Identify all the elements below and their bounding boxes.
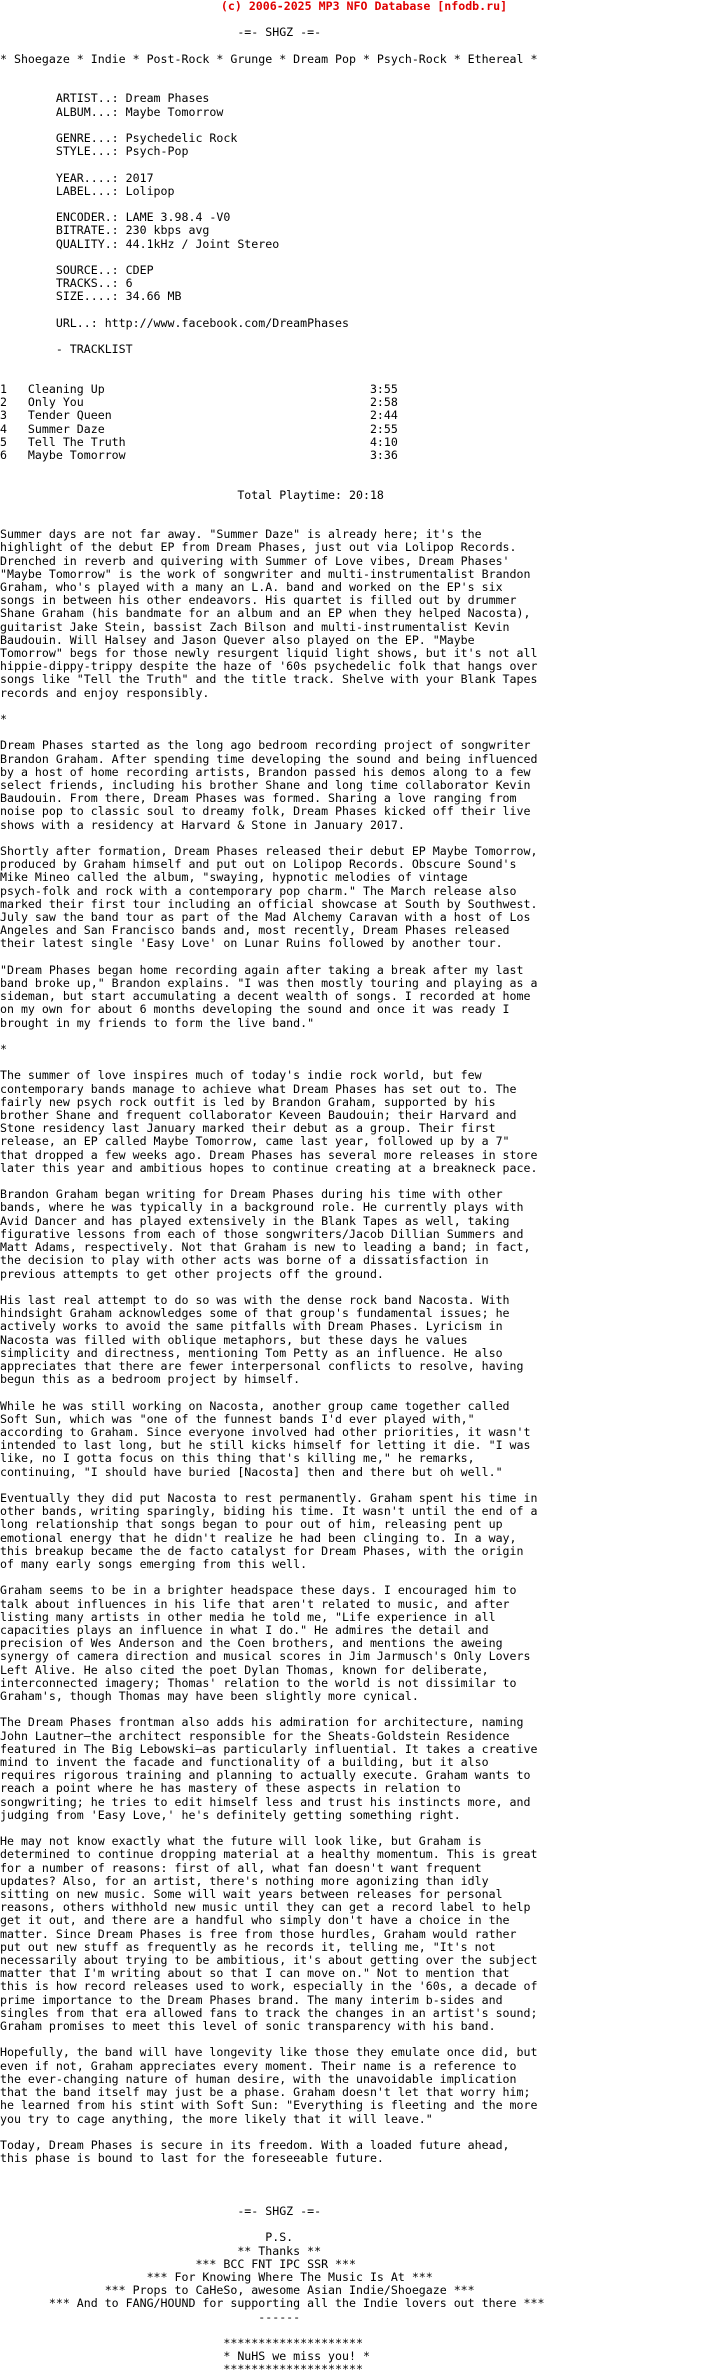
copyright-banner: (c) 2006-2025 MP3 NFO Database [nfodb.ru]	[220, 0, 508, 13]
nfo-body: -=- SHGZ -=- * Shoegaze * Indie * Post-Rock * Grunge * Dream Pop * Psych-Rock * Ethereal * ARTIST..: Dream Phases ALBUM...: Maybe Tomorrow GENRE...: Psychedelic Rock STYLE...: Psych-Pop YEAR....: 2017 LABEL...: Lolipop ENCODER.: LAME 3.98.4 -V0 BITRATE.: 230 kbps avg QUALITY.: 44.1kHz / Joint Stereo SOURCE..: CDEP TRACKS..: 6 SIZE....: 34.66 MB URL..: http://www.facebook.com/DreamPhases - TRACKLIST 1 Cleaning Up 3:55 2 Only You 2:58 3 Tender Queen 2:44 4 Summer Daze 2:55 5 Tell The Truth 4:10 6 Maybe Tomorrow 3:36 Total Playtime: 20:18 Summer days are not far away. "Summer Daze" is already here; it's the highlight of the debut EP from Dream Phases, just out via Lolipop Records. Drenched in reverb and quivering with Summer of Love vibes, Dream Phases' "Maybe Tomorrow" is the work of songwriter and multi-instrumentalist Brandon Graham, who's played with a many an L.A. band and worked on the EP's six songs in between his other endeavors. His quartet is filled out by drummer Shane Graham (his bandmate for an album and an EP when they helped Nacosta), guitarist Jake Stein, bassist Zach Bilson and multi-instrumentalist Kevin Baudouin. Will Halsey and Jason Quever also played on the EP. "Maybe Tomorrow" begs for those newly resurgent liquid light shows, but it's not all hippie-dippy-trippy despite the haze of '60s psychedelic folk that hangs over songs like "Tell the Truth" and the title track. Shelve with your Blank Tapes records and enjoy responsibly. * Dream Phases started as the long ago bedroom recording project of songwriter Brandon Graham. After spending time developing the sound and being influenced by a host of home recording artists, Brandon passed his demos along to a few select friends, including his brother Shane and long time collaborator Kevin Baudouin. From there, Dream Phases was formed. Sharing a love ranging from noise pop to classic soul to dreamy folk, Dream Phases kicked off their live shows with a residency at Harvard & Stone in January 2017. Shortly after formation, Dream Phases released their debut EP Maybe Tomorrow, produced by Graham himself and put out on Lolipop Records. Obscure Sound's Mike Mineo called the album, "swaying, hypnotic melodies of vintage psych-folk and rock with a contemporary pop charm." The March release also marked their first tour including an official showcase at South by Southwest. July saw the band tour as part of the Mad Alchemy Caravan with a host of Los Angeles and San Francisco bands and, most recently, Dream Phases released their latest single 'Easy Love' on Lunar Ruins followed by another tour. "Dream Phases began home recording again after taking a break after my last band broke up," Brandon explains. "I was then mostly touring and playing as a sideman, but start accumulating a decent wealth of songs. I recorded at home on my own for about 6 months developing the sound and once it was ready I brought in my friends to form the live band." * The summer of love inspires much of today's indie rock world, but few contemporary bands manage to achieve what Dream Phases has set out to. The fairly new psych rock outfit is led by Brandon Graham, supported by his brother Shane and frequent collaborator Keveen Baudouin; their Harvard and Stone residency last January marked their debut as a group. Their first release, an EP called Maybe Tomorrow, came last year, followed up by a 7" that dropped a few weeks ago. Dream Phases has several more releases in store later this year and ambitious hopes to continue creating at a breakneck pace. Brandon Graham began writing for Dream Phases during his time with other bands, where he was typically in a background role. He currently plays with Avid Dancer and has played extensively in the Blank Tapes as well, taking figurative lessons from each of those songwriters/Jacob Dillian Summers and Matt Adams, respectively. Not that Graham is new to leading a band; in fact, the decision to play with other acts was borne of a dissatisfaction in previous attempts to get other projects off the ground. His last real attempt to do so was with the dense rock band Nacosta. With hindsight Graham acknowledges some of that group's fundamental issues; he actively works to avoid the same pitfalls with Dream Phases. Lyricism in Nacosta was filled with oblique metaphors, but these days he values simplicity and directness, mentioning Tom Petty as an influence. He also appreciates that there are fewer interpersonal conflicts to resolve, having begun this as a bedroom project by himself. While he was still working on Nacosta, another group came together called Soft Sun, which was "one of the funnest bands I'd ever played with," according to Graham. Since everyone involved had other priorities, it wasn't intended to last long, but he still kicks himself for letting it die. "I was like, no I gotta focus on this thing that's killing me," he remarks, continuing, "I should have buried [Nacosta] then and there but oh well." Eventually they did put Nacosta to rest permanently. Graham spent his time in other bands, writing sparingly, biding his time. It wasn't until the end of a long relationship that songs began to pour out of him, releasing pent up emotional energy that he didn't realize he had been clinging to. In a way, this breakup became the de facto catalyst for Dream Phases, with the origin of many early songs emerging from this well. Graham seems to be in a brighter headspace these days. I encouraged him to talk about influences in his life that aren't related to music, and after listing many artists in other media he told me, "Life experience in all capacities plays an influence in what I do." He admires the detail and precision of Wes Anderson and the Coen brothers, and mentions the aweing synergy of camera direction and musical scores in Jim Jarmusch's Only Lovers Left Alive. He also cited the poet Dylan Thomas, known for deliberate, interconnected imagery; Thomas' relation to the world is not dissimilar to Graham's, though Thomas may have been slightly more cynical. The Dream Phases frontman also adds his admiration for architecture, naming John Lautner—the architect responsible for the Sheats-Goldstein Residence featured in The Big Lebowski—as particularly influential. It takes a creative mind to invent the facade and functionality of a building, but it also requires rigorous training and planning to actually execute. Graham wants to reach a point where he has mastery of these aspects in relation to songwriting; he tries to edit himself less and trust his instincts more, and judging from 'Easy Love,' he's definitely getting something right. He may not know exactly what the future will look like, but Graham is determined to continue dropping material at a healthy momentum. This is great for a number of reasons: first of all, what fan doesn't want frequent updates? Also, for an artist, there's nothing more agonizing than idly sitting on new music. Some will wait years between releases for personal reasons, others withhold new music until they can get a record label to help get it out, and there are a handful who simply don't have a choice in the matter. Since Dream Phases is free from those hurdles, Graham would rather put out new stuff as frequently as he records it, telling me, "It's not necessarily about trying to be ambitious, it's about getting over the subject matter that I'm writing about so that I can move on." Not to mention that this is how record releases used to work, especially in the '60s, a decade of prime importance to the Dream Phases brand. The many interim b-sides and singles from that era allowed fans to track the changes in an artist's sound; Graham promises to meet this level of sonic transparency with his band. Hopefully, the band will have longevity like those they emulate once did, but even if not, Graham appreciates every moment. Their name is a reference to the ever-changing nature of human desire, with the unavoidable implication that the band itself may just be a phase. Graham doesn't let that worry him; he learned from his stint with Soft Sun: "Everything is fleeting and the more you try to cage anything, the more likely that it will leave." Today, Dream Phases is secure in its freedom. With a loaded future ahead, this phase is bound to last for the foreseeable future. -=- SHGZ -=- P.S. ** Thanks ** *** BCC FNT IPC SSR *** *** For Knowing Where The Music Is At *** *** Props to CaHeSo, awesome Asian Indie/Shoegaze *** *** And to FANG/HOUND for supporting all the Indie lovers out there *** ------ ******************** * NuHS we miss you! * ********************	[0, 25, 545, 2377]
